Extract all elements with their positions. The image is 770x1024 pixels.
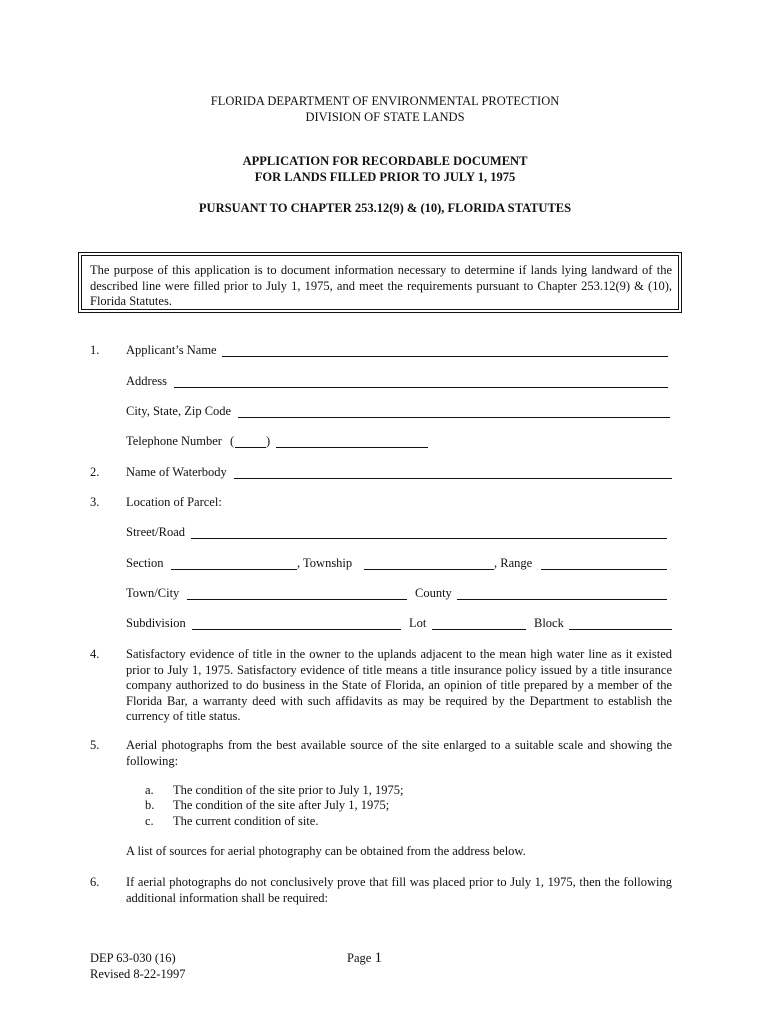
sub-item-a-text: The condition of the site prior to July 1, 1975; — [173, 783, 404, 797]
county-field[interactable] — [457, 599, 667, 600]
form-title-line2: FOR LANDS FILLED PRIOR TO JULY 1, 1975 — [254, 170, 516, 184]
subdivision-field[interactable] — [192, 629, 401, 630]
department-heading: FLORIDA DEPARTMENT OF ENVIRONMENTAL PROTECTION — [210, 94, 560, 108]
area-code-close-paren: ) — [266, 434, 271, 448]
item-number-5: 5. — [90, 738, 100, 752]
page-number: 1 — [374, 950, 382, 966]
township-label: , Township — [297, 556, 353, 570]
city-state-zip-label: City, State, Zip Code — [126, 404, 232, 418]
page-label: Page — [347, 951, 372, 965]
section-label: Section — [126, 556, 164, 570]
address-field[interactable] — [174, 387, 668, 388]
sub-item-b-text: The condition of the site after July 1, 1975; — [173, 798, 390, 812]
town-city-label: Town/City — [126, 586, 180, 600]
section-field[interactable] — [171, 569, 297, 570]
title-evidence-text: Satisfactory evidence of title in the owner to the uplands adjacent to the mean high water line as it existed prior to July 1, 1975. Satisfactory evidence of title means a title insurance policy issued by a title insurance company authorized to do business in the State of Florida, an opinion of title prepared by a member of the Florida Bar, a warranty deed with such affidavits as may be required by the Department to establish the currency of title status. — [126, 647, 672, 723]
area-code-field[interactable] — [235, 447, 266, 448]
purpose-box — [81, 255, 679, 310]
street-road-field[interactable] — [191, 538, 667, 539]
town-city-field[interactable] — [187, 599, 407, 600]
applicant-name-label: Applicant’s Name — [126, 343, 217, 357]
waterbody-label: Name of Waterbody — [126, 465, 227, 479]
page-indicator — [347, 951, 382, 966]
sub-item-c-text: The current condition of site. — [173, 814, 319, 828]
item-number-3: 3. — [90, 495, 100, 509]
item-number-4: 4. — [90, 647, 100, 661]
lot-field[interactable] — [432, 629, 526, 630]
range-label: , Range — [494, 556, 533, 570]
division-heading: DIVISION OF STATE LANDS — [305, 110, 465, 124]
street-road-label: Street/Road — [126, 525, 186, 539]
additional-information-text: If aerial photographs do not conclusively prove that fill was placed prior to July 1, 1975, then the following additional information shall be required: — [126, 875, 672, 905]
form-number: DEP 63-030 (16) — [90, 951, 176, 965]
applicant-name-field[interactable] — [222, 356, 668, 357]
sub-item-b-label: b. — [145, 798, 155, 812]
sub-item-a-label: a. — [145, 783, 154, 797]
block-label: Block — [534, 616, 564, 630]
county-label: County — [415, 586, 452, 600]
area-code-open-paren: ( — [230, 434, 235, 448]
city-state-zip-field[interactable] — [238, 417, 670, 418]
township-field[interactable] — [364, 569, 494, 570]
range-field[interactable] — [541, 569, 667, 570]
telephone-label: Telephone Number — [126, 434, 222, 448]
subdivision-label: Subdivision — [126, 616, 186, 630]
revision-date: Revised 8-22-1997 — [90, 967, 186, 981]
telephone-field[interactable] — [276, 447, 428, 448]
block-field[interactable] — [569, 629, 672, 630]
location-label: Location of Parcel: — [126, 495, 222, 509]
statute-reference: PURSUANT TO CHAPTER 253.12(9) & (10), FLORIDA STATUTES — [198, 201, 572, 215]
form-title-line1: APPLICATION FOR RECORDABLE DOCUMENT — [242, 154, 528, 168]
purpose-text: The purpose of this application is to document information necessary to determine if lands lying landward of the described line were filled prior to July 1, 1975, and meet the requirements pursuant to Chapter 253.12(9) & (10), Florida Statutes. — [90, 263, 672, 308]
address-label: Address — [126, 374, 167, 388]
aerial-sources-note: A list of sources for aerial photography can be obtained from the address below. — [126, 844, 526, 858]
lot-label: Lot — [409, 616, 427, 630]
item-number-2: 2. — [90, 465, 100, 479]
item-number-6: 6. — [90, 875, 100, 889]
waterbody-field[interactable] — [234, 478, 672, 479]
sub-item-c-label: c. — [145, 814, 154, 828]
item-number-1: 1. — [90, 343, 100, 357]
aerial-photographs-text: Aerial photographs from the best available source of the site enlarged to a suitable scale and showing the following: — [126, 738, 672, 768]
